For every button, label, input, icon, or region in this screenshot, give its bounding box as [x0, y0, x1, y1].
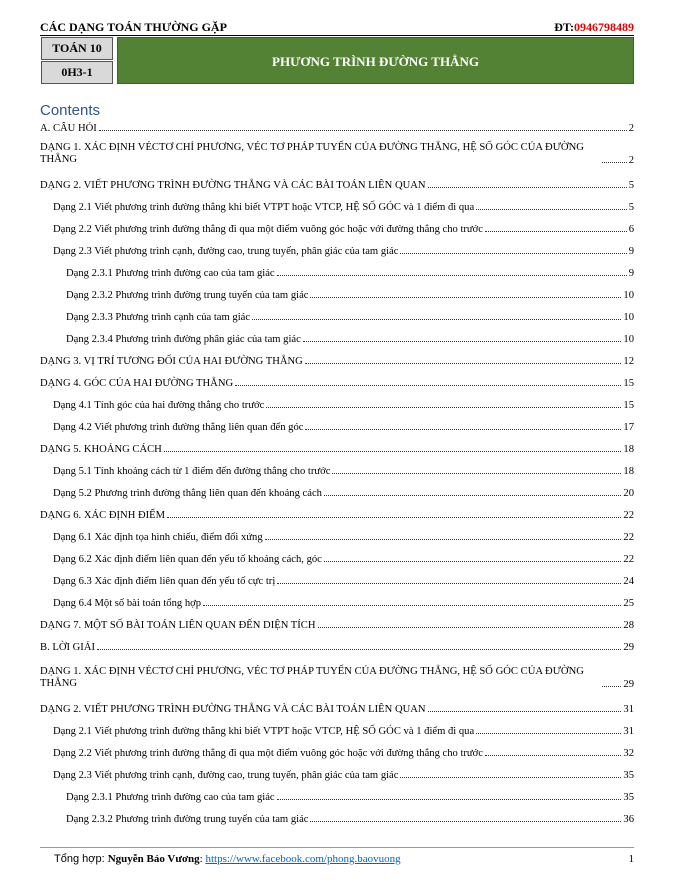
- toc-entry-title: Dạng 2.3.2 Phương trình đường trung tuyến của tam giác: [66, 814, 309, 825]
- toc-entry-title: Dạng 6.2 Xác định điểm liên quan đến yếu tố khoảng cách, góc: [53, 554, 322, 565]
- toc-entry-leader: [602, 686, 621, 687]
- toc-entry-page: 25: [623, 598, 634, 609]
- toc-entry-page: 32: [623, 748, 634, 759]
- toc-entry-page: 6: [628, 224, 634, 235]
- toc-entry-leader: [266, 407, 621, 408]
- toc-entry-page: 5: [628, 180, 634, 191]
- toc-entry-page: 15: [623, 400, 634, 411]
- toc-entry[interactable]: [53, 224, 634, 235]
- toc-entry-title: Dạng 6.1 Xác định tọa hình chiếu, điểm đối xứng: [53, 532, 263, 543]
- toc-entry[interactable]: [66, 268, 634, 279]
- toc-entry-leader: [310, 297, 621, 298]
- toc-entry[interactable]: [53, 202, 634, 213]
- toc-entry[interactable]: [53, 554, 634, 565]
- toc-entry-leader: [602, 162, 627, 163]
- toc-entry-title: DẠNG 5. KHOẢNG CÁCH: [40, 444, 162, 455]
- toc-entry[interactable]: [40, 664, 634, 690]
- toc-entry-leader: [310, 821, 621, 822]
- toc-entry-leader: [235, 385, 621, 386]
- toc-entry-page: 2: [628, 155, 634, 166]
- toc-entry-leader: [167, 517, 621, 518]
- toc-entry-page: 18: [623, 444, 634, 455]
- toc-entry-page: 9: [628, 268, 634, 279]
- toc-entry[interactable]: [40, 123, 634, 134]
- toc-entry-page: 17: [623, 422, 634, 433]
- toc-entry-leader: [400, 253, 626, 254]
- toc-entry-page: 2: [628, 123, 634, 134]
- toc-entry-page: 15: [623, 378, 634, 389]
- toc-entry-leader: [324, 561, 622, 562]
- footer-divider: [40, 847, 634, 848]
- toc-entry-title: Dạng 4.1 Tính góc của hai đường thẳng cho trước: [53, 400, 265, 411]
- footer-author: Nguyễn Bảo Vương: [107, 853, 200, 865]
- header-divider: [40, 35, 634, 36]
- code-cell: 0H3-1: [41, 61, 113, 84]
- toc-entry-page: 9: [628, 246, 634, 257]
- toc-entry-title: Dạng 2.3.4 Phương trình đường phân giác của tam giác: [66, 334, 301, 345]
- toc-entry[interactable]: [53, 466, 634, 477]
- footer-prefix: Tổng hợp:: [54, 853, 108, 865]
- toc-entry-leader: [476, 733, 621, 734]
- toc-entry[interactable]: [40, 704, 634, 715]
- toc-entry-title: Dạng 2.3.1 Phương trình đường cao của tam giác: [66, 792, 275, 803]
- toc-entry[interactable]: [66, 290, 634, 301]
- toc-entry-page: 29: [623, 679, 634, 690]
- toc-entry-leader: [324, 495, 621, 496]
- toc-entry-title: DẠNG 7. MỘT SỐ BÀI TOÁN LIÊN QUAN ĐẾN DIỆN TÍCH: [40, 620, 316, 631]
- header-phone: [554, 20, 634, 35]
- toc-entry[interactable]: [53, 246, 634, 257]
- toc-entry-title: DẠNG 6. XÁC ĐỊNH ĐIỂM: [40, 510, 166, 521]
- toc-entry-page: 28: [623, 620, 634, 631]
- toc-entry-page: 12: [623, 356, 634, 367]
- contents-heading: Contents: [40, 102, 101, 119]
- toc-entry-title: Dạng 2.3.2 Phương trình đường trung tuyến của tam giác: [66, 290, 309, 301]
- toc-entry-page: 5: [628, 202, 634, 213]
- toc-entry-title: B. LỜI GIẢI: [40, 642, 96, 653]
- toc-entry-page: 31: [623, 704, 634, 715]
- toc-entry-title: DẠNG 2. VIẾT PHƯƠNG TRÌNH ĐƯỜNG THẲNG VÀ CÁC BÀI TOÁN LIÊN QUAN: [40, 704, 426, 715]
- toc-entry-page: 20: [623, 488, 634, 499]
- footer-link[interactable]: https://www.facebook.com/phong.baovuong: [205, 853, 401, 865]
- toc-entry-title: Dạng 2.3 Viết phương trình cạnh, đường cao, trung tuyến, phân giác của tam giác: [53, 246, 399, 257]
- toc-entry[interactable]: [53, 576, 634, 587]
- toc-entry[interactable]: [53, 532, 634, 543]
- toc-entry-leader: [485, 231, 627, 232]
- toc-entry-title: Dạng 2.1 Viết phương trình đường thẳng khi biết VTPT hoặc VTCP, HỆ SỐ GÓC và 1 điểm đi qua: [53, 726, 475, 737]
- toc-entry-page: 35: [623, 770, 634, 781]
- toc-entry-leader: [428, 711, 622, 712]
- footer-separator: :: [199, 853, 206, 865]
- toc-entry-title: Dạng 2.1 Viết phương trình đường thẳng khi biết VTPT hoặc VTCP, HỆ SỐ GÓC và 1 điểm đi qua: [53, 202, 475, 213]
- toc-entry-page: 29: [623, 642, 634, 653]
- toc-entry-page: 10: [623, 290, 634, 301]
- toc-entry[interactable]: [40, 180, 634, 191]
- toc-entry-page: 31: [623, 726, 634, 737]
- toc-entry-leader: [400, 777, 621, 778]
- toc-entry[interactable]: [53, 598, 634, 609]
- toc-entry-title: Dạng 2.3.3 Phương trình cạnh của tam giác: [66, 312, 251, 323]
- toc-entry-leader: [318, 627, 622, 628]
- toc-entry[interactable]: [40, 444, 634, 455]
- toc-entry-page: 18: [623, 466, 634, 477]
- toc-entry-title: Dạng 6.4 Một số bài toán tổng hợp: [53, 598, 202, 609]
- toc-entry-title: DẠNG 1. XÁC ĐỊNH VÉCTƠ CHỈ PHƯƠNG, VÉC TƠ PHÁP TUYẾN CỦA ĐƯỜNG THẲNG, HỆ SỐ GÓC CỦA ĐƯỜNG THẲNG: [40, 142, 584, 165]
- toc-entry-title: DẠNG 3. VỊ TRÍ TƯƠNG ĐỐI CỦA HAI ĐƯỜNG THẲNG: [40, 356, 303, 367]
- toc-entry-title: A. CÂU HỎI: [40, 123, 97, 134]
- toc-entry[interactable]: [66, 792, 634, 803]
- toc-entry-title: Dạng 6.3 Xác định điểm liên quan đến yếu tố cực trị: [53, 576, 276, 587]
- toc-entry-title: Dạng 2.2 Viết phương trình đường thẳng đi qua một điểm vuông góc hoặc với đường thẳng cho trước: [53, 224, 483, 235]
- header-title: CÁC DẠNG TOÁN THƯỜNG GẶP: [40, 20, 227, 34]
- toc-entry-page: 35: [623, 792, 634, 803]
- toc-entry[interactable]: [53, 748, 634, 759]
- toc-entry-title: DẠNG 1. XÁC ĐỊNH VÉCTƠ CHỈ PHƯƠNG, VÉC TƠ PHÁP TUYẾN CỦA ĐƯỜNG THẲNG, HỆ SỐ GÓC CỦA ĐƯỜNG THẲNG: [40, 666, 584, 689]
- toc-entry[interactable]: [53, 770, 634, 781]
- toc-entry[interactable]: [66, 334, 634, 345]
- toc-entry[interactable]: [40, 378, 634, 389]
- toc-entry[interactable]: [66, 312, 634, 323]
- toc-entry[interactable]: [53, 422, 634, 433]
- toc-entry-leader: [428, 187, 627, 188]
- toc-entry-leader: [305, 429, 621, 430]
- toc-entry-leader: [277, 583, 621, 584]
- toc-entry-page: 22: [623, 554, 634, 565]
- chapter-title: PHƯƠNG TRÌNH ĐƯỜNG THẲNG: [117, 37, 634, 84]
- toc-entry-page: 22: [623, 510, 634, 521]
- toc-entry[interactable]: [66, 814, 634, 825]
- toc-entry-leader: [99, 130, 627, 131]
- toc-entry-leader: [164, 451, 622, 452]
- toc-entry[interactable]: [40, 510, 634, 521]
- toc-entry-leader: [97, 649, 621, 650]
- toc-entry-title: DẠNG 4. GÓC CỦA HAI ĐƯỜNG THẲNG: [40, 378, 234, 389]
- course-cell: TOÁN 10: [41, 37, 113, 60]
- toc-entry-leader: [305, 363, 622, 364]
- toc-entry-page: 10: [623, 312, 634, 323]
- toc-entry[interactable]: [40, 140, 634, 166]
- toc-entry-title: Dạng 5.1 Tính khoảng cách từ 1 điểm đến đường thẳng cho trước: [53, 466, 331, 477]
- toc-entry-page: 36: [623, 814, 634, 825]
- toc-entry-title: Dạng 5.2 Phương trình đường thẳng liên quan đến khoảng cách: [53, 488, 322, 499]
- toc-entry[interactable]: [40, 356, 634, 367]
- page-header: [40, 18, 634, 36]
- page-footer: [54, 853, 634, 865]
- page-number: 1: [628, 853, 634, 865]
- toc-entry-leader: [476, 209, 627, 210]
- toc-entry-title: Dạng 2.3.1 Phương trình đường cao của tam giác: [66, 268, 275, 279]
- toc-entry-leader: [203, 605, 621, 606]
- header-phone-label: ĐT:: [554, 20, 574, 34]
- toc-entry-leader: [485, 755, 621, 756]
- title-box: [41, 37, 634, 85]
- toc-entry-leader: [277, 275, 627, 276]
- toc-entry[interactable]: [53, 400, 634, 411]
- toc-entry-page: 22: [623, 532, 634, 543]
- toc-entry-title: Dạng 2.2 Viết phương trình đường thẳng đi qua một điểm vuông góc hoặc với đường thẳng cho trước: [53, 748, 483, 759]
- toc-entry[interactable]: [53, 488, 634, 499]
- toc-entry-page: 24: [623, 576, 634, 587]
- toc-entry-leader: [332, 473, 621, 474]
- toc-entry-title: DẠNG 2. VIẾT PHƯƠNG TRÌNH ĐƯỜNG THẲNG VÀ CÁC BÀI TOÁN LIÊN QUAN: [40, 180, 426, 191]
- header-phone-number: 0946798489: [574, 20, 634, 34]
- toc-entry[interactable]: [53, 726, 634, 737]
- toc-entry-page: 10: [623, 334, 634, 345]
- toc-entry-title: Dạng 2.3 Viết phương trình cạnh, đường cao, trung tuyến, phân giác của tam giác: [53, 770, 399, 781]
- toc-entry-leader: [252, 319, 621, 320]
- toc-entry-leader: [265, 539, 622, 540]
- toc-entry-title: Dạng 4.2 Viết phương trình đường thẳng liên quan đến góc: [53, 422, 304, 433]
- toc-entry-leader: [303, 341, 622, 342]
- toc-entry[interactable]: [40, 642, 634, 653]
- toc-entry[interactable]: [40, 620, 634, 631]
- toc-entry-leader: [277, 799, 622, 800]
